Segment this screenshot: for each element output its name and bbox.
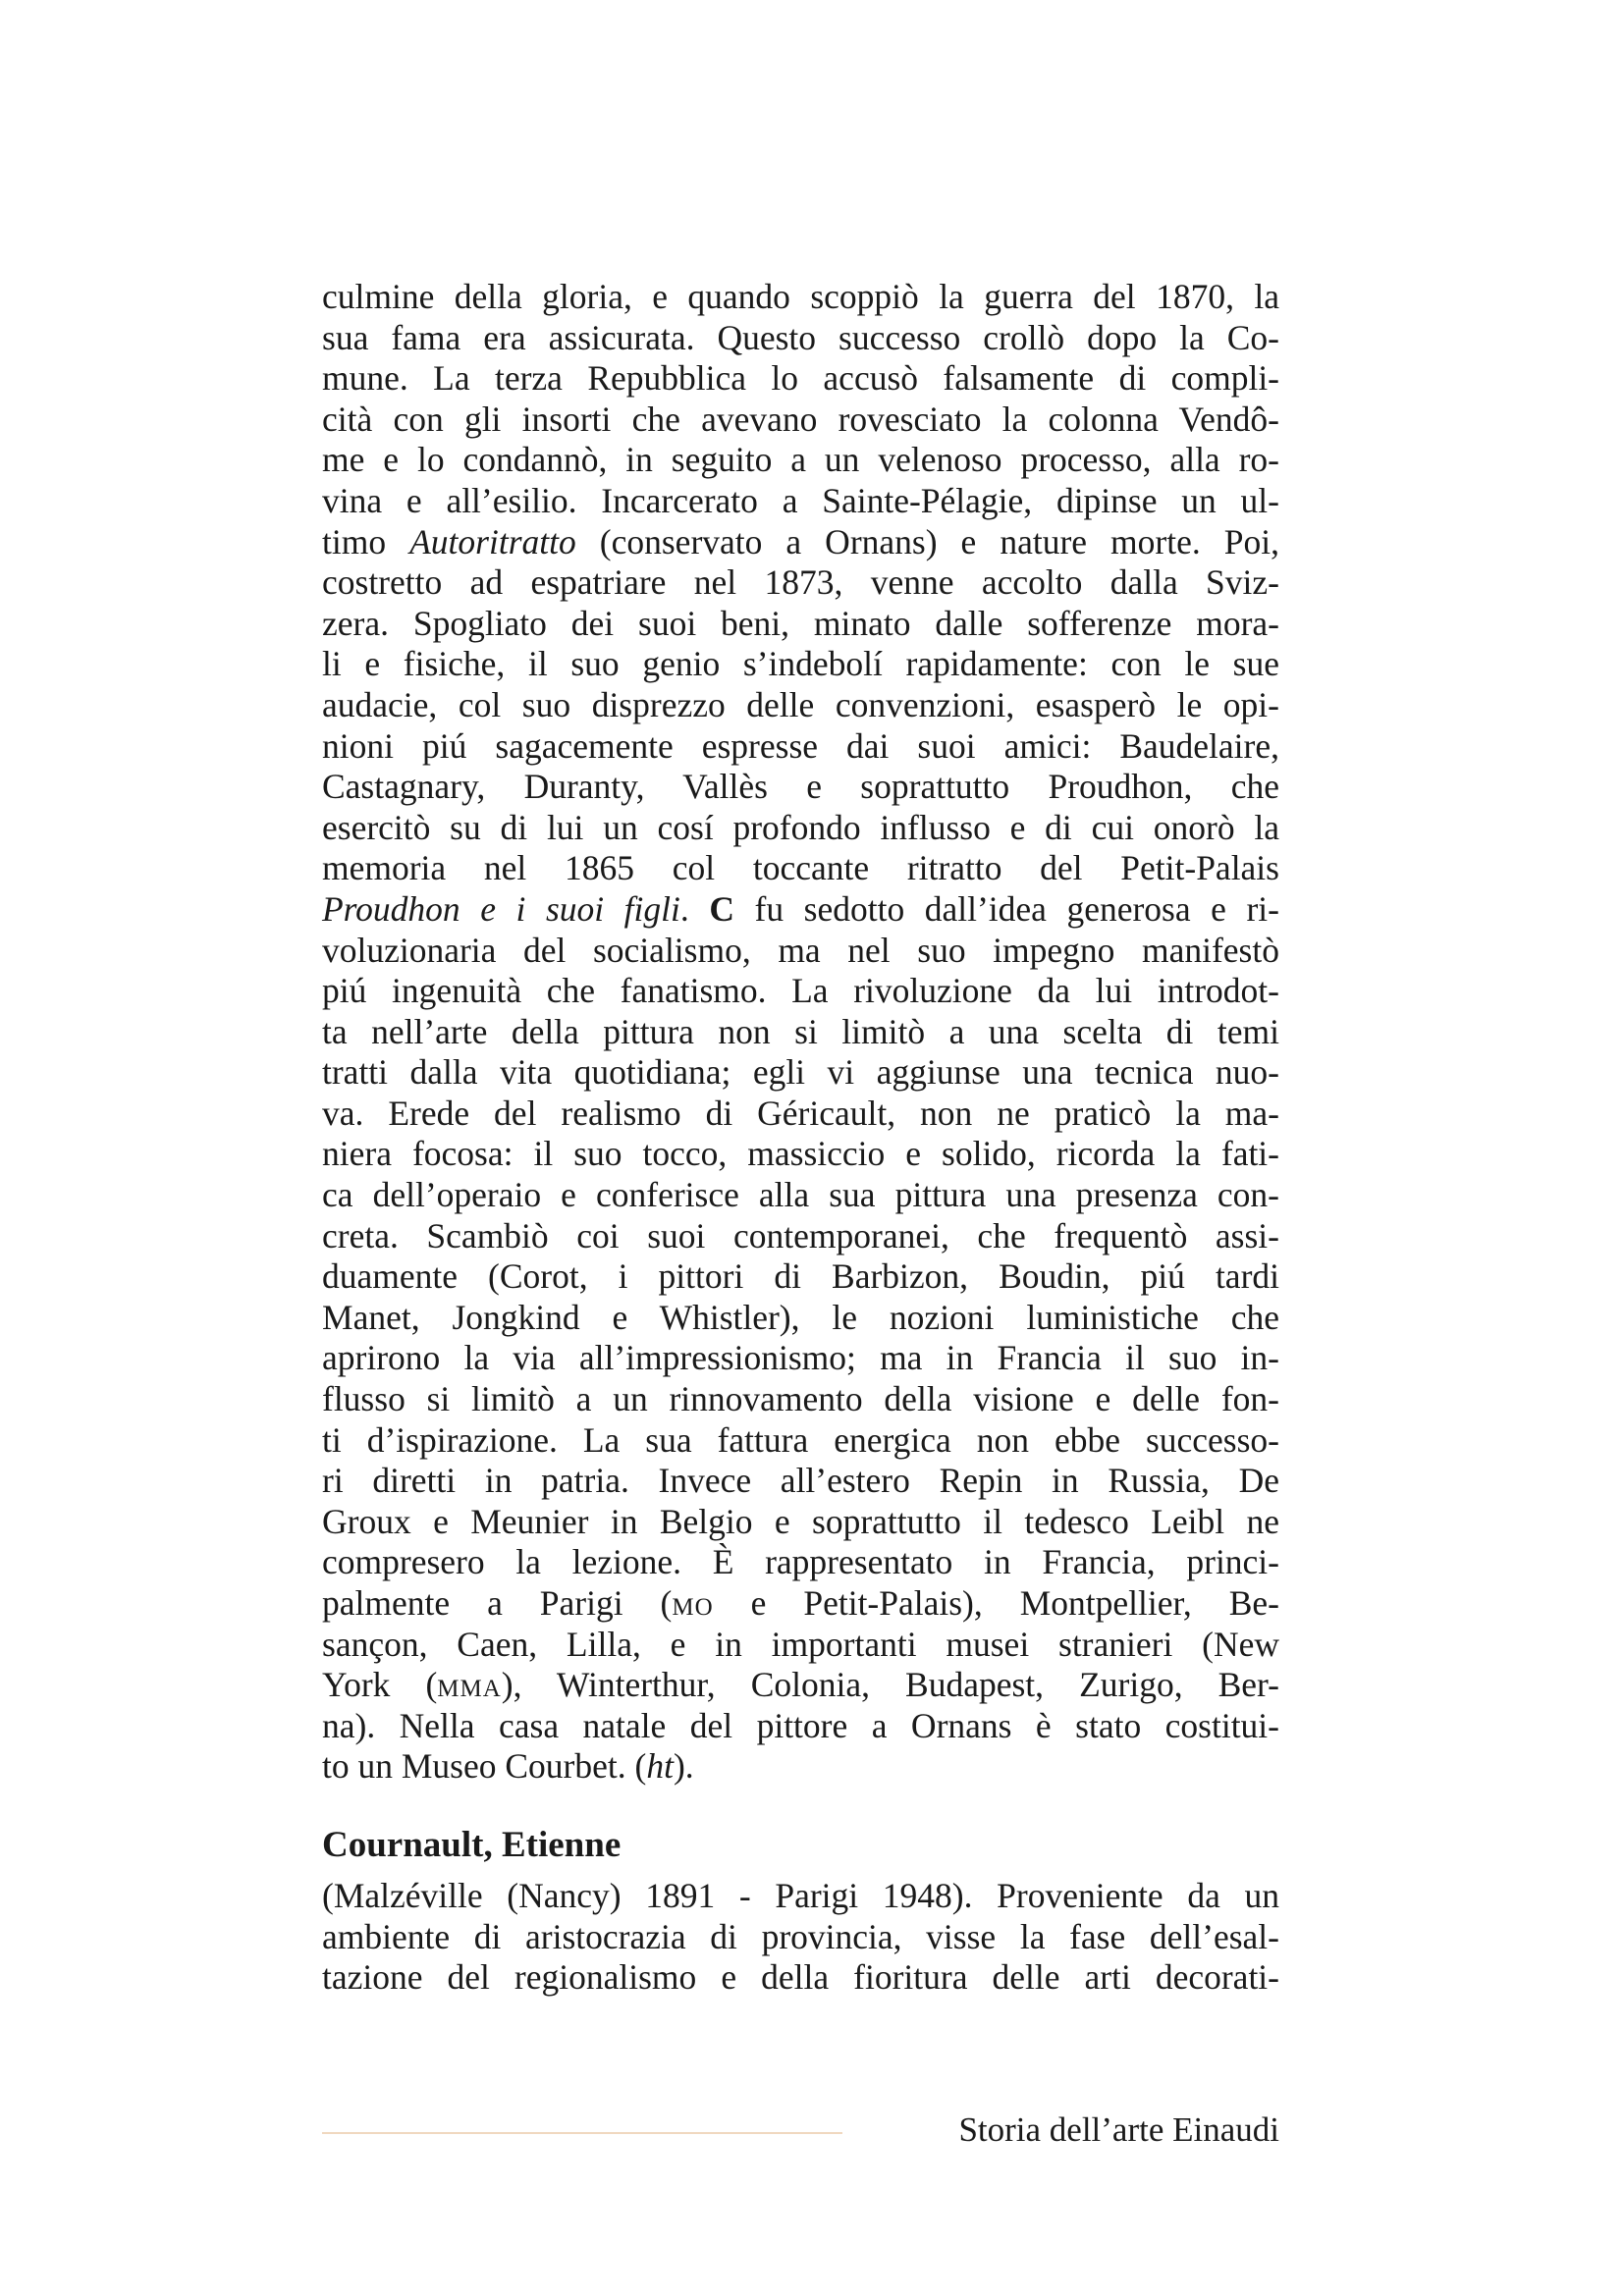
text-fragment: palmente a Parigi ( (322, 1583, 673, 1623)
text-fragment: York ( (322, 1665, 438, 1705)
text-line: niera focosa: il suo tocco, massiccio e solido, ricorda la fati- (322, 1134, 1279, 1174)
text-line (322, 889, 1279, 931)
text-line: creta. Scambiò coi suoi contemporanei, che frequentò assi- (322, 1215, 1279, 1255)
text-line: compresero la lezione. È rappresentato in Francia, princi- (322, 1542, 1279, 1582)
text-line: audacie, col suo disprezzo delle convenzioni, esasperò le opi- (322, 684, 1279, 724)
text-line (322, 522, 1279, 563)
text-fragment: e Petit-Palais), Montpellier, Be- (713, 1583, 1279, 1623)
text-line: tazione del regionalismo e della fioritura delle arti decorati- (322, 1957, 1279, 1998)
text-line: me e lo condannò, in seguito a un velenoso processo, alla ro- (322, 440, 1279, 480)
text-line: esercitò su di lui un cosí profondo influsso e di cui onorò la (322, 807, 1279, 847)
text-fragment: fu sedotto dall’idea generosa e ri- (733, 888, 1279, 929)
text-line: duamente (Corot, i pittori di Barbizon, Boudin, piú tardi (322, 1256, 1279, 1297)
text-line: zera. Spogliato dei suoi beni, minato dalle sofferenze mora- (322, 603, 1279, 643)
text-fragment: timo (322, 521, 410, 561)
entry-abbreviation: C (709, 888, 734, 929)
text-line: li e fisiche, il suo genio s’indebolí rapidamente: con le sue (322, 644, 1279, 684)
text-line: (Malzéville (Nancy) 1891 - Parigi 1948). Proveniente da un (322, 1875, 1279, 1915)
text-line: ca dell’operaio e conferisce alla sua pittura una presenza con- (322, 1175, 1279, 1215)
text-line: va. Erede del realismo di Géricault, non ne praticò la ma- (322, 1093, 1279, 1133)
text-fragment: to un Museo Courbet. ( (322, 1746, 647, 1787)
page-footer (322, 2109, 1279, 2152)
footer-divider (322, 2132, 842, 2134)
text-fragment: ), Winterthur, Colonia, Budapest, Zurigo, Ber- (501, 1665, 1279, 1705)
text-line: memoria nel 1865 col toccante ritratto del Petit-Palais (322, 848, 1279, 888)
footer-publication-title: Storia dell’arte Einaudi (958, 2110, 1279, 2149)
text-line (322, 1746, 1279, 1788)
page-content (322, 277, 1279, 1999)
text-line: piú ingenuità che fanatismo. La rivoluzione da lui introdot- (322, 971, 1279, 1011)
entry-heading-cournault: Cournault, Etienne (322, 1824, 622, 1865)
entry-courbet-continuation (322, 277, 1279, 1788)
text-fragment: ). (673, 1746, 694, 1787)
text-line: flusso si limitò a un rinnovamento della visione e delle fon- (322, 1379, 1279, 1419)
author-initials: ht (646, 1746, 674, 1787)
text-line: mune. La terza Repubblica lo accusò falsamente di compli- (322, 358, 1279, 399)
text-line: Castagnary, Duranty, Vallès e soprattutto Proudhon, che (322, 767, 1279, 807)
text-line: ambiente di aristocrazia di provincia, visse la fase dell’esal- (322, 1916, 1279, 1956)
text-line: ta nell’arte della pittura non si limitò a una scelta di temi (322, 1011, 1279, 1051)
text-fragment: (conservato a Ornans) e nature morte. Poi, (575, 521, 1279, 561)
museum-abbreviation: mo (672, 1583, 714, 1623)
text-line: sançon, Caen, Lilla, e in importanti musei stranieri (New (322, 1624, 1279, 1664)
text-line: Manet, Jongkind e Whistler), le nozioni luministiche che (322, 1297, 1279, 1337)
text-line: nioni piú sagacemente espresse dai suoi amici: Baudelaire, (322, 725, 1279, 766)
text-line: ti d’ispirazione. La sua fattura energica non ebbe successo- (322, 1419, 1279, 1460)
text-line: ri diretti in patria. Invece all’estero Repin in Russia, De (322, 1461, 1279, 1501)
text-line: sua fama era assicurata. Questo successo crollò dopo la Co- (322, 317, 1279, 357)
text-fragment: . (679, 888, 710, 929)
text-line: tratti dalla vita quotidiana; egli vi aggiunse una tecnica nuo- (322, 1052, 1279, 1093)
text-line: aprirono la via all’impressionismo; ma in Francia il suo in- (322, 1338, 1279, 1378)
artwork-title: Autoritratto (409, 521, 576, 561)
text-line: Groux e Meunier in Belgio e soprattutto il tedesco Leibl ne (322, 1501, 1279, 1541)
text-line: voluzionaria del socialismo, ma nel suo impegno manifestò (322, 930, 1279, 970)
text-line (322, 1583, 1279, 1625)
text-line: vina e all’esilio. Incarcerato a Sainte-Pélagie, dipinse un ul- (322, 480, 1279, 520)
text-line: costretto ad espatriare nel 1873, venne accolto dalla Sviz- (322, 562, 1279, 603)
entry-cournault-text (322, 1876, 1279, 1999)
text-line: na). Nella casa natale del pittore a Ornans è stato costitui- (322, 1705, 1279, 1745)
text-line (322, 1665, 1279, 1706)
text-line: cità con gli insorti che avevano rovesciato la colonna Vendô- (322, 399, 1279, 439)
museum-abbreviation: mma (437, 1665, 502, 1705)
artwork-title: Proudhon e i suoi figli (322, 888, 680, 929)
text-line: culmine della gloria, e quando scoppiò la guerra del 1870, la (322, 277, 1279, 316)
